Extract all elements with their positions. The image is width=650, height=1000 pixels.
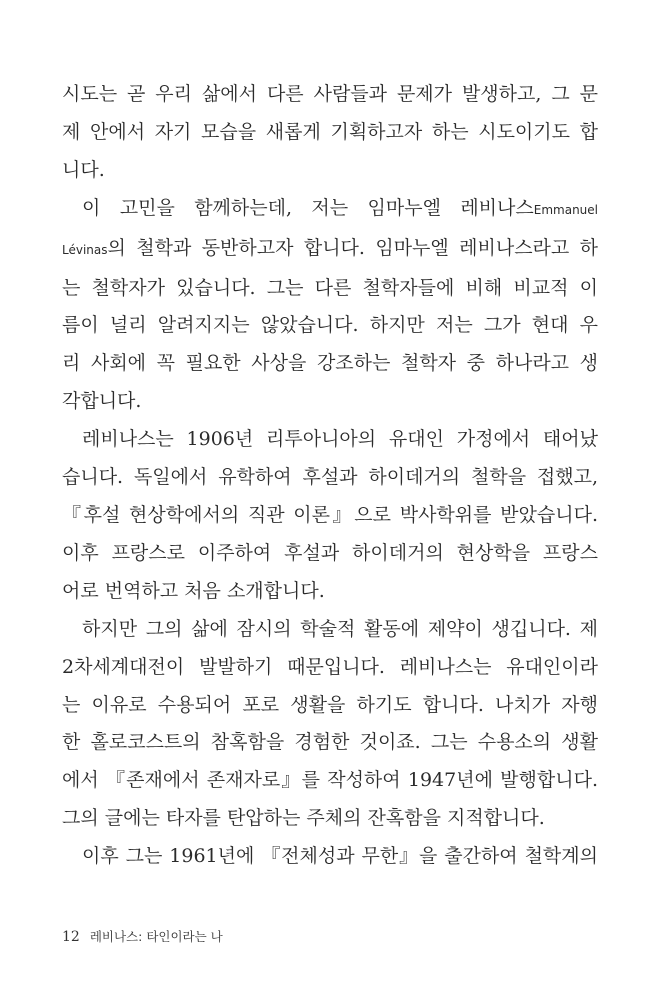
text-line: 는 철학자가 있습니다. 그는 다른 철학자들에 비해 비교적 이 <box>62 276 598 299</box>
text-line: 름이 널리 알려지지는 않았습니다. 하지만 저는 그가 현대 우 <box>62 314 598 337</box>
text-line: 니다. <box>62 158 105 181</box>
text-fragment: 의 철학과 동반하고자 합니다. 임마누엘 레비나스라고 하 <box>107 236 598 259</box>
text-line: 시도는 곧 우리 삶에서 다른 사람들과 문제가 발생하고, 그 문 <box>62 83 598 105</box>
text-line: 습니다. 독일에서 유학하여 후설과 하이데거의 철학을 접했고, <box>62 466 598 489</box>
text-line <box>62 190 598 230</box>
foreign-name: Lévinas <box>62 242 108 257</box>
page-number: 12 <box>62 929 80 945</box>
text-line: 리 사회에 꼭 필요한 사상을 강조하는 철학자 중 하나라고 생 <box>62 352 598 375</box>
text-line: 제 안에서 자기 모습을 새롭게 기획하고자 하는 시도이기도 합 <box>62 120 598 143</box>
text-line: 그의 글에는 타자를 탄압하는 주체의 잔혹함을 지적합니다. <box>62 807 545 830</box>
text-fragment: 이 고민을 함께하는데, 저는 임마누엘 레비나스 <box>82 196 534 219</box>
text-line: 하지만 그의 삶에 잠시의 학술적 활동에 제약이 생깁니다. 제 <box>82 617 598 640</box>
running-title: 레비나스: 타인이라는 나 <box>89 929 223 944</box>
text-line: 이후 그는 1961년에 『전체성과 무한』을 출간하여 철학계의 <box>82 845 598 868</box>
text-line <box>62 230 598 270</box>
text-line: 는 이유로 수용되어 포로 생활을 하기도 합니다. 나치가 자행 <box>62 693 598 716</box>
text-line: 에서 『존재에서 존재자로』를 작성하여 1947년에 발행합니다. <box>62 769 598 792</box>
text-line: 어로 번역하고 처음 소개합니다. <box>62 579 325 602</box>
text-line: 2차세계대전이 발발하기 때문입니다. 레비나스는 유대인이라 <box>62 655 598 678</box>
text-line: 『후설 현상학에서의 직관 이론』으로 박사학위를 받았습니다. <box>62 503 598 526</box>
foreign-name: Emmanuel <box>533 202 598 217</box>
body-text <box>62 76 598 876</box>
text-line: 각합니다. <box>62 390 142 413</box>
text-line: 이후 프랑스로 이주하여 후설과 하이데거의 현상학을 프랑스 <box>62 541 598 564</box>
text-line: 레비나스는 1906년 리투아니아의 유대인 가정에서 태어났 <box>82 428 598 451</box>
text-line: 한 홀로코스트의 참혹함을 경험한 것이죠. 그는 수용소의 생활 <box>62 731 598 754</box>
page-footer <box>62 927 223 945</box>
